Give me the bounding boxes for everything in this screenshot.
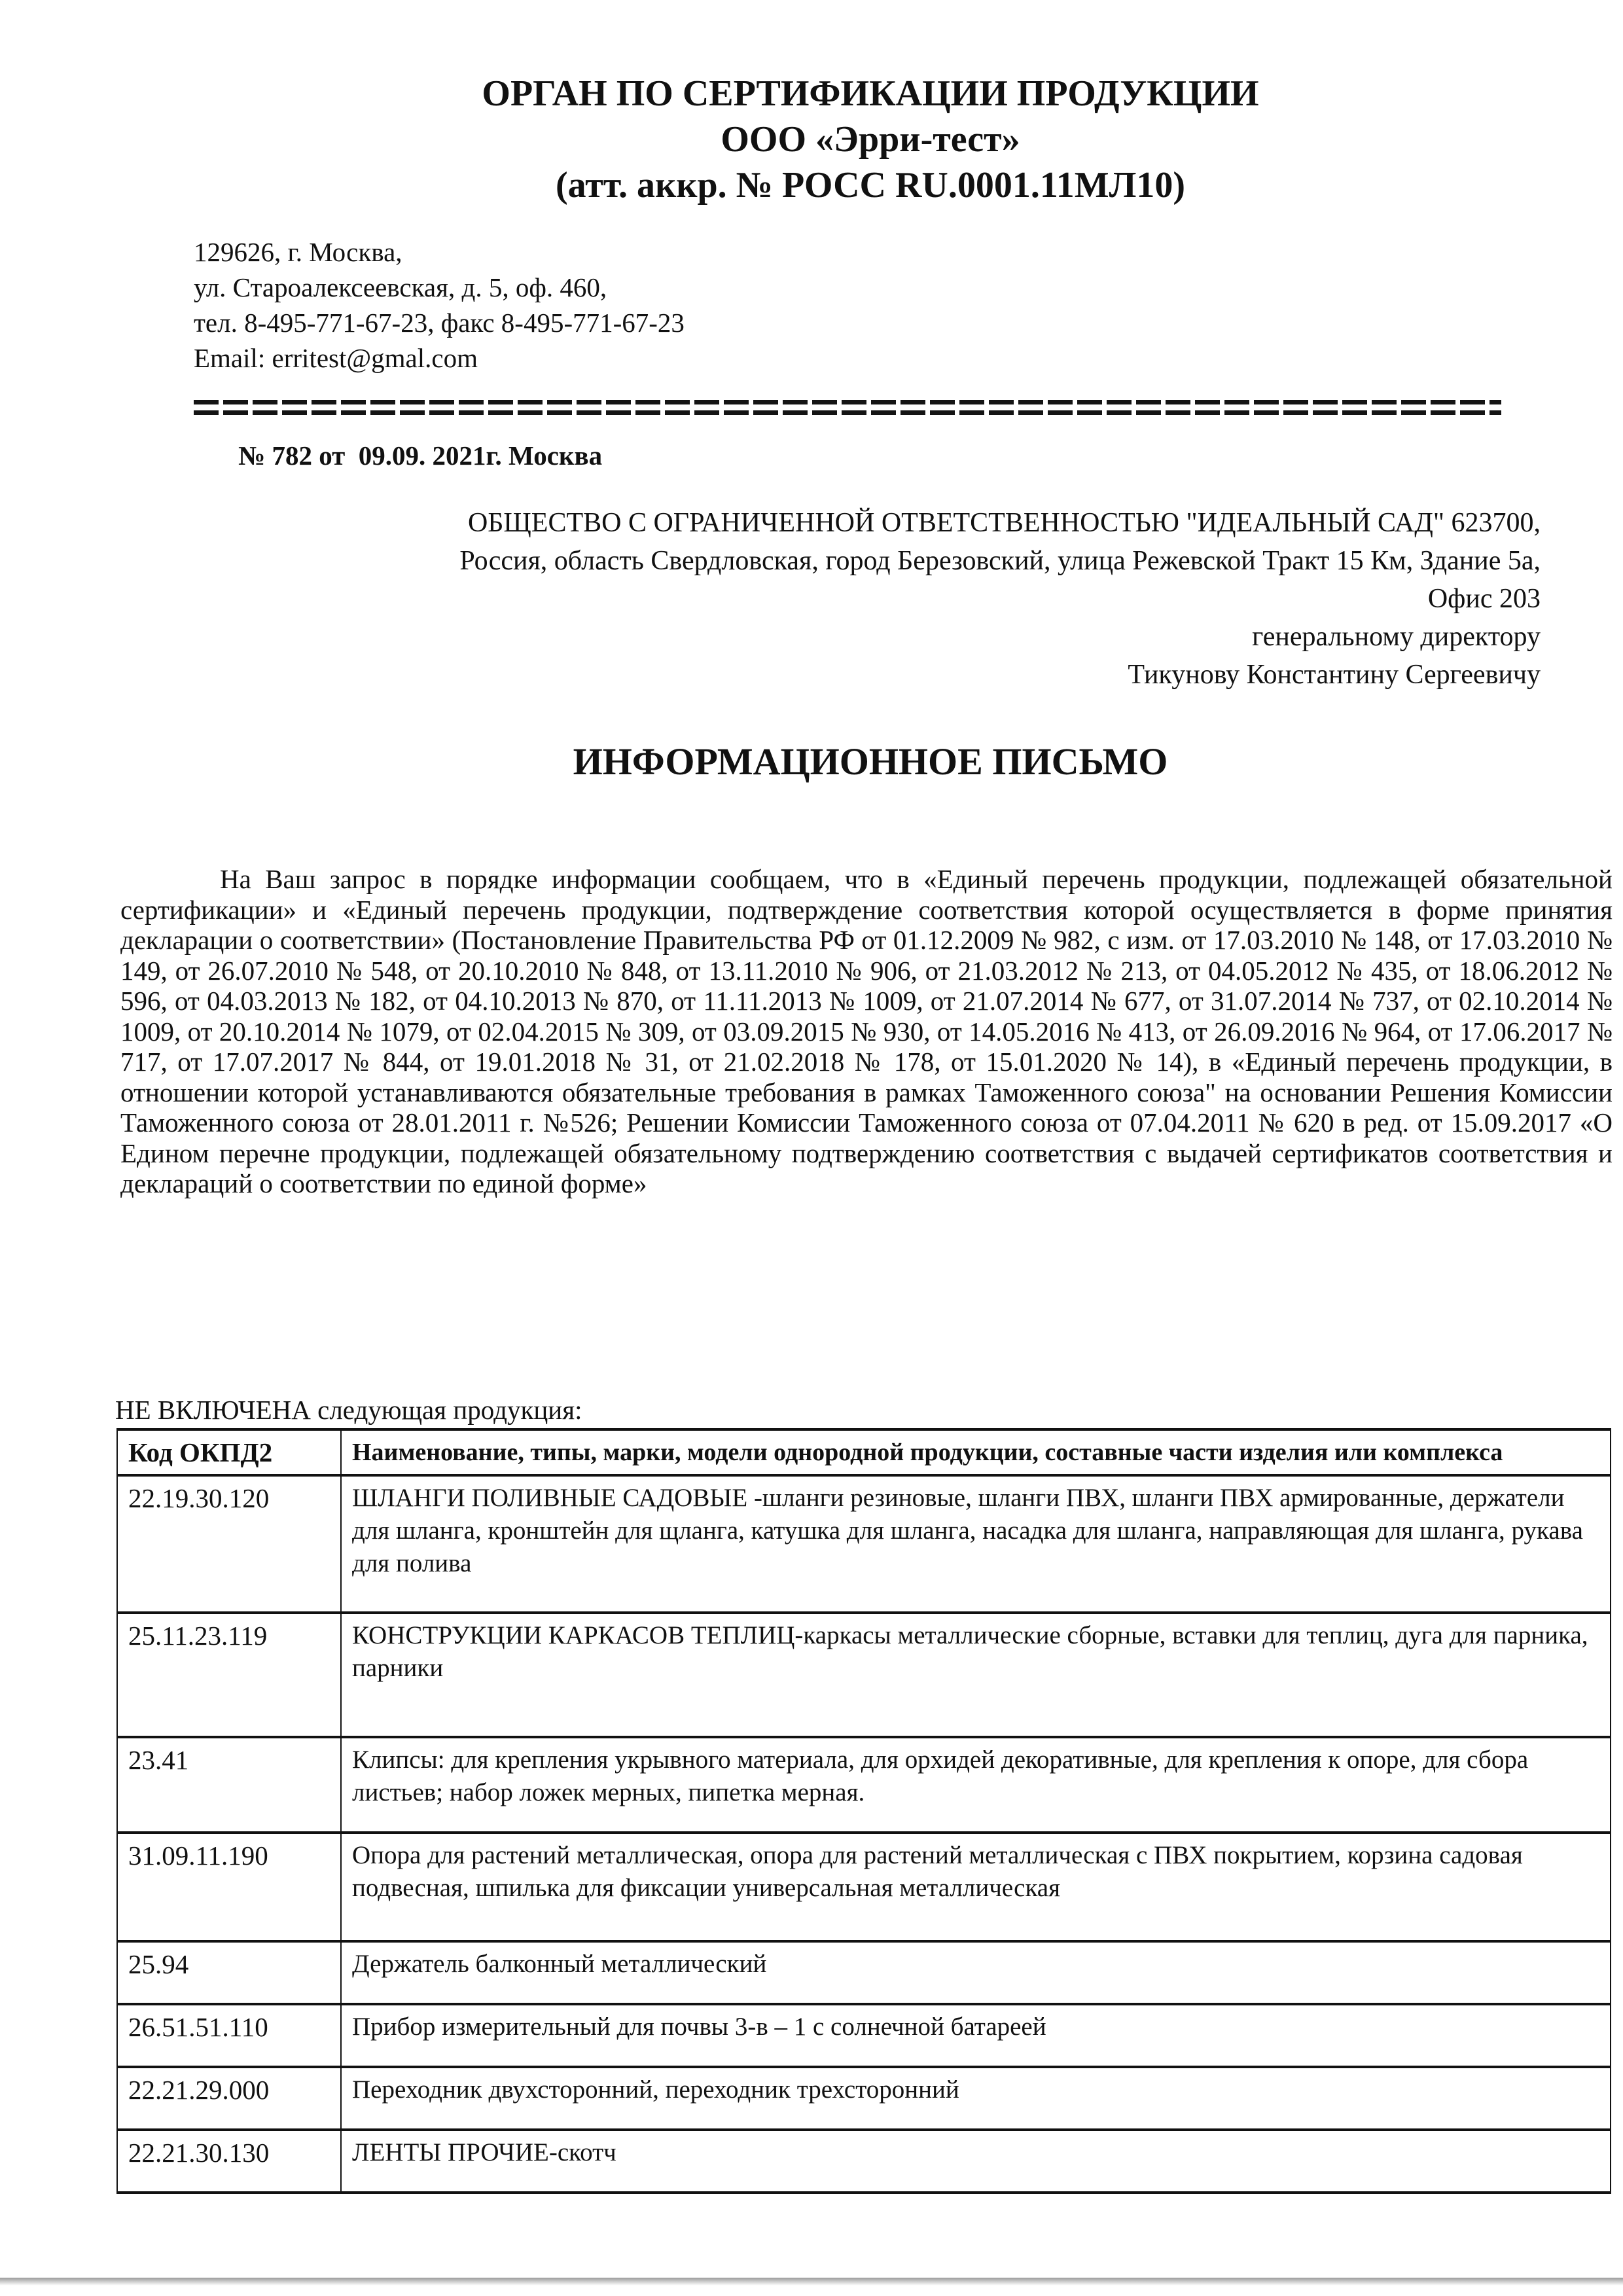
document-title: ИНФОРМАЦИОННОЕ ПИСЬМО — [573, 740, 1168, 783]
table-row — [117, 1833, 1611, 1941]
letter-body-paragraph: На Ваш запрос в порядке информации сообщаем, что в «Единый перечень продукции, подлежащей обязательной сертификации» и «Единый перечень продукции, подтверждение соответствия которой осуществляется в форме принятия декларации о соответствии» (Постановление Правительства РФ от 01.12.2009 № 982, с изм. от 17.03.2010 № 148, от 17.03.2010 № 149, от 26.07.2010 № 548, от 20.10.2010 № 848, от 13.11.2010 № 906, от 21.03.2012 № 213, от 04.05.2012 № 435, от 18.06.2012 № 596, от 04.03.2013 № 182, от 04.10.2013 № 870, от 11.11.2013 № 1009, от 21.07.2014 № 677, от 31.07.2014 № 737, от 02.10.2014 № 1009, от 20.10.2014 № 1079, от 02.04.2015 № 309, от 03.09.2015 № 930, от 14.05.2016 № 413, от 26.09.2016 № 964, от 17.06.2017 № 717, от 17.07.2017 № 844, от 19.01.2018 № 31, от 21.02.2018 № 178, от 15.01.2020 № 14), в «Единый перечень продукции, в отношении которой устанавливаются обязательные требования в рамках Таможенного союза" на основании Решения Комиссии Таможенного союза от 28.01.2011 г. №526; Решении Комиссии Таможенного союза от 07.04.2011 № 620 в ред. от 15.09.2017 «О Едином перечне продукции, подлежащей обязательному подтверждению соответствия с выдачей сертификатов соответствия и деклараций о соответствии по единой форме» — [120, 864, 1613, 1198]
header-divider-bottom — [194, 410, 1501, 415]
recipient-position: генеральному директору — [1252, 622, 1541, 652]
excluded-products-intro: НЕ ВКЛЮЧЕНА следующая продукция: — [115, 1395, 582, 1425]
row-name: ЛЕНТЫ ПРОЧИЕ-скотч — [341, 2130, 1611, 2193]
table-row — [117, 1613, 1611, 1737]
column-header-name: Наименование, типы, марки, модели однородной продукции, составные части изделия или комплекса — [341, 1429, 1611, 1475]
scan-edge-shadow — [0, 2278, 1623, 2286]
column-header-code: Код ОКПД2 — [117, 1429, 341, 1475]
row-code: 25.11.23.119 — [117, 1613, 341, 1737]
address-city: 129626, г. Москва, — [194, 237, 402, 267]
recipient-office: Офис 203 — [1427, 584, 1541, 614]
recipient-name: Тикунову Константину Сергеевичу — [1128, 660, 1541, 690]
header-org-name: ОРГАН ПО СЕРТИФИКАЦИИ ПРОДУКЦИИ — [482, 73, 1259, 114]
letter-reference-number: № 782 от 09.09. 2021г. Москва — [238, 440, 603, 471]
row-code: 22.21.30.130 — [117, 2130, 341, 2193]
row-name: ШЛАНГИ ПОЛИВНЫЕ САДОВЫЕ -шланги резиновые, шланги ПВХ, шланги ПВХ армированные, держатели для шланга, кронштейн для щланга, катушка для шланга, насадка для шланга, направляющая для шланга, рукава для полива — [341, 1475, 1611, 1613]
row-code: 25.94 — [117, 1941, 341, 2004]
row-code: 26.51.51.110 — [117, 2004, 341, 2067]
address-street: ул. Староалексеевская, д. 5, оф. 460, — [194, 272, 607, 302]
excluded-products-table — [116, 1428, 1611, 2194]
address-email: Email: erritest@gmal.com — [194, 343, 478, 373]
table-row — [117, 2067, 1611, 2130]
header-accreditation: (атт. аккр. № РОСС RU.0001.11МЛ10) — [556, 165, 1185, 206]
header-company-name: ООО «Эрри-тест» — [721, 119, 1020, 160]
row-name: Клипсы: для крепления укрывного материала, для орхидей декоративные, для крепления к опоре, для сбора листьев; набор ложек мерных, пипетка мерная. — [341, 1737, 1611, 1833]
row-name: Переходник двухсторонний, переходник трехсторонний — [341, 2067, 1611, 2130]
row-name: Опора для растений металлическая, опора для растений металлическая с ПВХ покрытием, корзина садовая подвесная, шпилька для фиксации универсальная металлическая — [341, 1833, 1611, 1941]
row-name: Прибор измерительный для почвы 3-в – 1 с солнечной батареей — [341, 2004, 1611, 2067]
recipient-address: Россия, область Свердловская, город Березовский, улица Режевской Тракт 15 Км, Здание 5а, — [459, 546, 1541, 576]
table-header-row — [117, 1429, 1611, 1475]
sender-address-block — [194, 234, 685, 376]
row-code: 31.09.11.190 — [117, 1833, 341, 1941]
table-row — [117, 1941, 1611, 2004]
recipient-block — [196, 504, 1541, 694]
table-row — [117, 1737, 1611, 1833]
row-name: Держатель балконный металлический — [341, 1941, 1611, 2004]
header-divider-top — [194, 400, 1501, 404]
certification-body-header — [0, 71, 1623, 208]
address-phone: тел. 8-495-771-67-23, факс 8-495-771-67-23 — [194, 308, 685, 338]
table-row — [117, 2130, 1611, 2193]
table-row — [117, 1475, 1611, 1613]
row-name: КОНСТРУКЦИИ КАРКАСОВ ТЕПЛИЦ-каркасы металлические сборные, вставки для теплиц, дуга для парника, парники — [341, 1613, 1611, 1737]
row-code: 23.41 — [117, 1737, 341, 1833]
table-row — [117, 2004, 1611, 2067]
row-code: 22.21.29.000 — [117, 2067, 341, 2130]
row-code: 22.19.30.120 — [117, 1475, 341, 1613]
recipient-company: ОБЩЕСТВО С ОГРАНИЧЕННОЙ ОТВЕТСТВЕННОСТЬЮ "ИДЕАЛЬНЫЙ САД" 623700, — [467, 508, 1541, 538]
